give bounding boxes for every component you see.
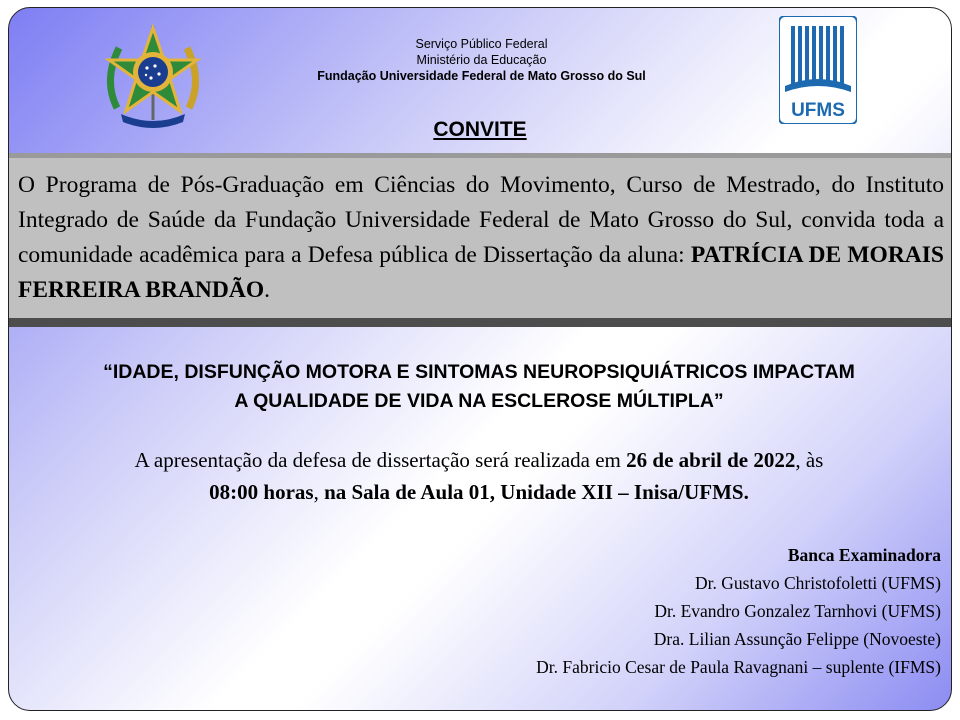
presentation-details bbox=[29, 444, 929, 508]
presentation-line-1 bbox=[29, 444, 929, 476]
dissertation-title-line-2: A QUALIDADE DE VIDA NA ESCLEROSE MÚLTIPLA” bbox=[234, 390, 724, 412]
board-member: Dra. Lilian Assunção Felippe (Novoeste) bbox=[653, 629, 941, 649]
dissertation-title-line-1: “IDADE, DISFUNÇÃO MOTORA E SINTOMAS NEUROPSIQUIÁTRICOS IMPACTAM bbox=[103, 361, 855, 383]
presentation-date: 26 de abril de 2022 bbox=[626, 448, 796, 472]
header-area bbox=[9, 8, 951, 148]
header-line-3: Fundação Universidade Federal de Mato Grosso do Sul bbox=[317, 69, 646, 83]
presentation-line-2 bbox=[29, 476, 929, 508]
presentation-comma: , bbox=[313, 480, 325, 504]
board-member: Dr. Evandro Gonzalez Tarnhovi (UFMS) bbox=[654, 601, 941, 621]
examining-board-title: Banca Examinadora bbox=[787, 545, 941, 565]
board-member: Dr. Fabricio Cesar de Paula Ravagnani – suplente (IFMS) bbox=[536, 657, 941, 677]
presentation-time: 08:00 horas bbox=[209, 480, 314, 504]
intro-end: . bbox=[264, 277, 270, 303]
intro-band bbox=[9, 153, 951, 327]
presentation-place: na Sala de Aula 01, Unidade XII – Inisa/UFMS. bbox=[324, 480, 749, 504]
board-member: Dr. Gustavo Christofoletti (UFMS) bbox=[695, 573, 941, 593]
slide-frame bbox=[8, 7, 952, 711]
dissertation-title bbox=[29, 358, 929, 416]
header-line-2: Ministério da Educação bbox=[416, 53, 547, 67]
intro-text: O Programa de Pós-Graduação em Ciências do Movimento, Curso de Mestrado, do Instituto Integrado de Saúde da Fundação Universidade Federal de Mato Grosso do Sul, convida toda a comunidade acadêmica para a Defesa pública de Dissertação da aluna: bbox=[18, 172, 944, 268]
presentation-middle: , às bbox=[795, 448, 824, 472]
ufms-logo-icon bbox=[779, 16, 857, 124]
student-name: PATRÍCIA DE MORAIS FERREIRA BRANDÃO bbox=[18, 242, 944, 303]
invitation-heading: CONVITE bbox=[433, 118, 527, 141]
intro-paragraph bbox=[18, 168, 944, 308]
institution-header bbox=[209, 36, 754, 84]
header-line-1: Serviço Público Federal bbox=[415, 37, 548, 51]
ufms-logo-text: UFMS bbox=[791, 100, 845, 121]
examining-board bbox=[341, 541, 941, 681]
presentation-prefix: A apresentação da defesa de dissertação será realizada em bbox=[134, 448, 627, 472]
